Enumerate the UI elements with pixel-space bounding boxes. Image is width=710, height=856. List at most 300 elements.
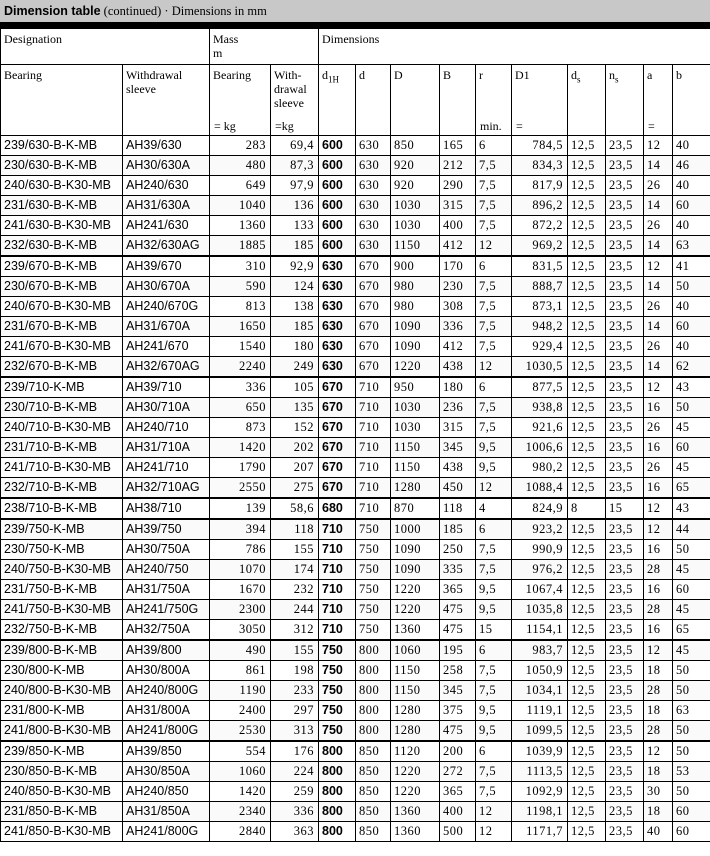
cell-bearing: 239/630-B-K-MB [1,136,123,156]
cell-ds: 12,5 [568,317,606,337]
cell-d1: 873,1 [512,297,568,317]
cell-d1h: 600 [319,156,356,176]
cell-mass-bearing: 1420 [210,782,271,802]
cell-mass-bearing: 2340 [210,802,271,822]
cell-ns: 23,5 [606,458,644,478]
cell-r: 6 [476,256,512,277]
cell-bearing: 230/850-B-K-MB [1,762,123,782]
cell-bearing: 230/630-B-K-MB [1,156,123,176]
cell-ds: 12,5 [568,540,606,560]
cell-d1h: 750 [319,701,356,721]
cell-d: 800 [356,640,391,661]
cell-ds: 12,5 [568,741,606,762]
r-label: r [479,68,483,82]
cell-width: 345 [440,681,476,701]
cell-d1: 983,7 [512,640,568,661]
cell-sleeve: AH32/670AG [123,357,210,378]
cell-b: 46 [673,156,710,176]
cell-d1h: 630 [319,297,356,317]
cell-b: 45 [673,458,710,478]
designation-header: Designation [1,29,210,65]
cell-bearing: 231/710-B-K-MB [1,438,123,458]
cell-mass-sleeve: 155 [271,540,319,560]
table-row [1,438,710,458]
cell-d1: 824,9 [512,498,568,519]
cell-d: 670 [356,256,391,277]
cell-d1: 1154,1 [512,620,568,641]
table-row [1,822,710,842]
cell-r: 7,5 [476,661,512,681]
cell-sleeve: AH38/710 [123,498,210,519]
cell-d1: 888,7 [512,277,568,297]
cell-a: 18 [644,762,673,782]
cell-width: 315 [440,196,476,216]
cell-ds: 12,5 [568,721,606,742]
cell-d1h: 670 [319,458,356,478]
cell-ds: 12,5 [568,136,606,156]
cell-mass-sleeve: 58,6 [271,498,319,519]
cell-ns: 23,5 [606,196,644,216]
cell-ds: 12,5 [568,176,606,196]
cell-r: 9,5 [476,701,512,721]
cell-mass-sleeve: 97,9 [271,176,319,196]
cell-ds: 12,5 [568,640,606,661]
cell-bearing: 239/750-K-MB [1,519,123,540]
a-label: a [647,68,653,82]
cell-outer-d: 1120 [391,741,440,762]
cell-r: 12 [476,236,512,257]
cell-a: 14 [644,236,673,257]
r-min-label: min. [480,119,502,133]
cell-ds: 12,5 [568,256,606,277]
cell-width: 200 [440,741,476,762]
cell-b: 60 [673,317,710,337]
d1h-base: d [322,68,328,82]
cell-d1: 921,6 [512,418,568,438]
cell-sleeve: AH31/630A [123,196,210,216]
cell-d: 670 [356,277,391,297]
cell-mass-sleeve: 275 [271,478,319,499]
cell-outer-d: 1060 [391,640,440,661]
cell-outer-d: 1150 [391,661,440,681]
cell-width: 290 [440,176,476,196]
cell-ns: 23,5 [606,741,644,762]
cell-ns: 23,5 [606,377,644,398]
cell-sleeve: AH31/800A [123,701,210,721]
cell-ns: 23,5 [606,519,644,540]
cell-bearing: 232/670-B-K-MB [1,357,123,378]
table-body [1,136,710,842]
cell-a: 26 [644,337,673,357]
cell-d: 850 [356,822,391,842]
cell-b: 60 [673,438,710,458]
cell-d: 670 [356,357,391,378]
cell-ds: 12,5 [568,156,606,176]
d1-header [512,65,568,136]
cell-ds: 12,5 [568,216,606,236]
cell-outer-d: 1030 [391,418,440,438]
cell-b: 65 [673,478,710,499]
cell-d1: 877,5 [512,377,568,398]
cell-outer-d: 850 [391,136,440,156]
table-row [1,156,710,176]
table-row [1,701,710,721]
cell-d1: 969,2 [512,236,568,257]
cell-d: 710 [356,478,391,499]
cell-d1h: 630 [319,337,356,357]
cell-mass-sleeve: 133 [271,216,319,236]
mass-bearing-header [210,65,271,136]
cell-ns: 23,5 [606,681,644,701]
cell-sleeve: AH241/750G [123,600,210,620]
cell-width: 375 [440,701,476,721]
cell-d: 800 [356,701,391,721]
cell-bearing: 230/710-B-K-MB [1,398,123,418]
cell-mass-bearing: 1060 [210,762,271,782]
cell-d1h: 710 [319,560,356,580]
cell-ns: 23,5 [606,782,644,802]
table-row [1,802,710,822]
cell-d: 630 [356,196,391,216]
cell-ns: 23,5 [606,418,644,438]
cell-ds: 12,5 [568,398,606,418]
cell-b: 60 [673,196,710,216]
cell-width: 450 [440,478,476,499]
cell-sleeve: AH30/630A [123,156,210,176]
cell-d1h: 600 [319,196,356,216]
b-header: b [673,65,710,136]
cell-ds: 12,5 [568,620,606,641]
cell-outer-d: 1090 [391,337,440,357]
cell-sleeve: AH30/800A [123,661,210,681]
cell-outer-d: 1280 [391,721,440,742]
cell-width: 250 [440,540,476,560]
cell-r: 7,5 [476,782,512,802]
cell-d1: 834,3 [512,156,568,176]
cell-d1h: 630 [319,357,356,378]
cell-a: 26 [644,297,673,317]
cell-sleeve: AH39/670 [123,256,210,277]
cell-b: 43 [673,377,710,398]
cell-d: 850 [356,762,391,782]
cell-a: 26 [644,176,673,196]
cell-d1h: 710 [319,580,356,600]
cell-sleeve: AH241/630 [123,216,210,236]
cell-width: 345 [440,438,476,458]
table-row [1,377,710,398]
cell-outer-d: 1150 [391,438,440,458]
table-title-rest: (continued) · Dimensions in mm [100,4,267,18]
cell-d1h: 800 [319,741,356,762]
cell-width: 170 [440,256,476,277]
cell-mass-sleeve: 249 [271,357,319,378]
cell-outer-d: 950 [391,377,440,398]
cell-a: 16 [644,540,673,560]
cell-outer-d: 920 [391,176,440,196]
cell-r: 7,5 [476,337,512,357]
cell-width: 308 [440,297,476,317]
cell-a: 14 [644,317,673,337]
cell-bearing: 231/850-B-K-MB [1,802,123,822]
cell-ns: 23,5 [606,580,644,600]
cell-width: 336 [440,317,476,337]
table-row [1,478,710,499]
cell-bearing: 239/850-K-MB [1,741,123,762]
cell-sleeve: AH30/750A [123,540,210,560]
cell-r: 9,5 [476,600,512,620]
cell-sleeve: AH240/710 [123,418,210,438]
cell-outer-d: 1090 [391,317,440,337]
cell-d1: 976,2 [512,560,568,580]
cell-d: 630 [356,136,391,156]
cell-bearing: 231/670-B-K-MB [1,317,123,337]
d1h-header [319,65,356,136]
cell-b: 41 [673,256,710,277]
cell-a: 26 [644,418,673,438]
cell-d: 710 [356,418,391,438]
cell-mass-bearing: 139 [210,498,271,519]
cell-b: 40 [673,337,710,357]
cell-ns: 23,5 [606,357,644,378]
outer-d-header: D [391,65,440,136]
cell-ds: 12,5 [568,196,606,216]
cell-a: 12 [644,640,673,661]
cell-d1: 1092,9 [512,782,568,802]
cell-ns: 23,5 [606,802,644,822]
cell-b: 60 [673,822,710,842]
cell-width: 165 [440,136,476,156]
cell-bearing: 241/800-B-K30-MB [1,721,123,742]
cell-sleeve: AH31/710A [123,438,210,458]
cell-mass-sleeve: 185 [271,317,319,337]
cell-r: 7,5 [476,681,512,701]
cell-a: 12 [644,519,673,540]
cell-outer-d: 1220 [391,782,440,802]
cell-bearing: 240/750-B-K30-MB [1,560,123,580]
cell-outer-d: 1220 [391,762,440,782]
cell-d: 670 [356,317,391,337]
d1h-sub: 1H [328,74,339,85]
cell-d1h: 600 [319,236,356,257]
cell-ns: 23,5 [606,640,644,661]
cell-mass-bearing: 336 [210,377,271,398]
cell-outer-d: 980 [391,277,440,297]
cell-mass-sleeve: 233 [271,681,319,701]
cell-d1: 938,8 [512,398,568,418]
cell-ds: 12,5 [568,802,606,822]
table-title-bold: Dimension table [4,4,101,18]
mass-label: Mass [213,32,239,46]
cell-ds: 12,5 [568,701,606,721]
table-row [1,176,710,196]
cell-ds: 12,5 [568,438,606,458]
cell-b: 63 [673,236,710,257]
cell-d1: 896,2 [512,196,568,216]
cell-r: 7,5 [476,216,512,236]
cell-d: 710 [356,498,391,519]
cell-width: 258 [440,661,476,681]
mass-sleeve-unit: =kg [275,119,294,133]
ds-header [568,65,606,136]
cell-a: 28 [644,560,673,580]
cell-mass-bearing: 2840 [210,822,271,842]
mass-sleeve-header [271,65,319,136]
cell-r: 7,5 [476,560,512,580]
cell-bearing: 241/670-B-K30-MB [1,337,123,357]
cell-r: 12 [476,802,512,822]
cell-ns: 23,5 [606,136,644,156]
cell-outer-d: 1030 [391,398,440,418]
cell-ds: 12,5 [568,297,606,317]
cell-mass-sleeve: 92,9 [271,256,319,277]
cell-outer-d: 1150 [391,236,440,257]
cell-a: 12 [644,136,673,156]
cell-bearing: 239/670-B-K-MB [1,256,123,277]
cell-ds: 8 [568,498,606,519]
cell-outer-d: 1360 [391,620,440,641]
cell-a: 16 [644,620,673,641]
cell-d1h: 710 [319,519,356,540]
cell-bearing: 240/850-B-K30-MB [1,782,123,802]
cell-d: 850 [356,802,391,822]
ds-base: d [571,68,577,82]
cell-d1: 1035,8 [512,600,568,620]
r-header [476,65,512,136]
cell-mass-sleeve: 363 [271,822,319,842]
cell-r: 7,5 [476,156,512,176]
table-row [1,620,710,641]
cell-mass-sleeve: 198 [271,661,319,681]
cell-width: 118 [440,498,476,519]
cell-outer-d: 1280 [391,478,440,499]
cell-ds: 12,5 [568,458,606,478]
cell-sleeve: AH241/800G [123,822,210,842]
cell-r: 6 [476,519,512,540]
cell-mass-bearing: 480 [210,156,271,176]
cell-d1: 929,4 [512,337,568,357]
cell-d1: 817,9 [512,176,568,196]
cell-width: 315 [440,418,476,438]
cell-mass-bearing: 1670 [210,580,271,600]
cell-outer-d: 1150 [391,458,440,478]
cell-width: 236 [440,398,476,418]
cell-mass-sleeve: 224 [271,762,319,782]
table-row [1,640,710,661]
cell-b: 50 [673,661,710,681]
cell-mass-sleeve: 297 [271,701,319,721]
cell-r: 4 [476,498,512,519]
cell-r: 12 [476,478,512,499]
cell-bearing: 232/710-B-K-MB [1,478,123,499]
cell-sleeve: AH240/850 [123,782,210,802]
cell-sleeve: AH240/630 [123,176,210,196]
table-row [1,741,710,762]
cell-sleeve: AH241/800G [123,721,210,742]
cell-mass-bearing: 1885 [210,236,271,257]
cell-width: 438 [440,357,476,378]
cell-outer-d: 870 [391,498,440,519]
cell-mass-sleeve: 312 [271,620,319,641]
table-row [1,498,710,519]
table-row [1,136,710,156]
cell-b: 50 [673,398,710,418]
cell-a: 16 [644,398,673,418]
cell-mass-sleeve: 69,4 [271,136,319,156]
cell-outer-d: 1220 [391,580,440,600]
cell-ds: 12,5 [568,822,606,842]
cell-width: 412 [440,337,476,357]
cell-a: 14 [644,156,673,176]
cell-b: 45 [673,600,710,620]
mass-bearing-label: Bearing [213,68,251,82]
cell-d1: 784,5 [512,136,568,156]
cell-ns: 23,5 [606,762,644,782]
cell-sleeve: AH30/670A [123,277,210,297]
cell-b: 53 [673,762,710,782]
cell-ns: 23,5 [606,398,644,418]
cell-sleeve: AH31/670A [123,317,210,337]
cell-outer-d: 1030 [391,196,440,216]
cell-r: 7,5 [476,196,512,216]
table-row [1,762,710,782]
cell-width: 500 [440,822,476,842]
cell-mass-bearing: 813 [210,297,271,317]
cell-b: 45 [673,418,710,438]
cell-d1h: 600 [319,176,356,196]
cell-width: 438 [440,458,476,478]
cell-width: 230 [440,277,476,297]
cell-d: 670 [356,337,391,357]
cell-a: 18 [644,802,673,822]
cell-mass-sleeve: 185 [271,236,319,257]
cell-width: 365 [440,580,476,600]
cell-ds: 12,5 [568,782,606,802]
cell-mass-sleeve: 105 [271,377,319,398]
cell-a: 28 [644,681,673,701]
cell-b: 45 [673,560,710,580]
cell-mass-sleeve: 124 [271,277,319,297]
cell-ds: 12,5 [568,519,606,540]
cell-mass-bearing: 554 [210,741,271,762]
cell-a: 16 [644,438,673,458]
cell-r: 7,5 [476,317,512,337]
cell-d1h: 670 [319,478,356,499]
cell-a: 14 [644,357,673,378]
cell-outer-d: 1280 [391,701,440,721]
cell-sleeve: AH31/750A [123,580,210,600]
cell-sleeve: AH39/750 [123,519,210,540]
cell-bearing: 238/710-B-K-MB [1,498,123,519]
cell-ds: 12,5 [568,661,606,681]
table-row [1,721,710,742]
cell-mass-bearing: 1790 [210,458,271,478]
cell-outer-d: 980 [391,297,440,317]
cell-d1h: 630 [319,317,356,337]
cell-mass-bearing: 490 [210,640,271,661]
cell-mass-bearing: 3050 [210,620,271,641]
table-row [1,256,710,277]
cell-ns: 23,5 [606,337,644,357]
cell-mass-bearing: 310 [210,256,271,277]
cell-mass-bearing: 2400 [210,701,271,721]
cell-bearing: 239/710-K-MB [1,377,123,398]
cell-ns: 23,5 [606,560,644,580]
cell-ns: 23,5 [606,156,644,176]
cell-outer-d: 1090 [391,540,440,560]
cell-d1h: 710 [319,600,356,620]
cell-mass-bearing: 650 [210,398,271,418]
cell-mass-bearing: 2300 [210,600,271,620]
